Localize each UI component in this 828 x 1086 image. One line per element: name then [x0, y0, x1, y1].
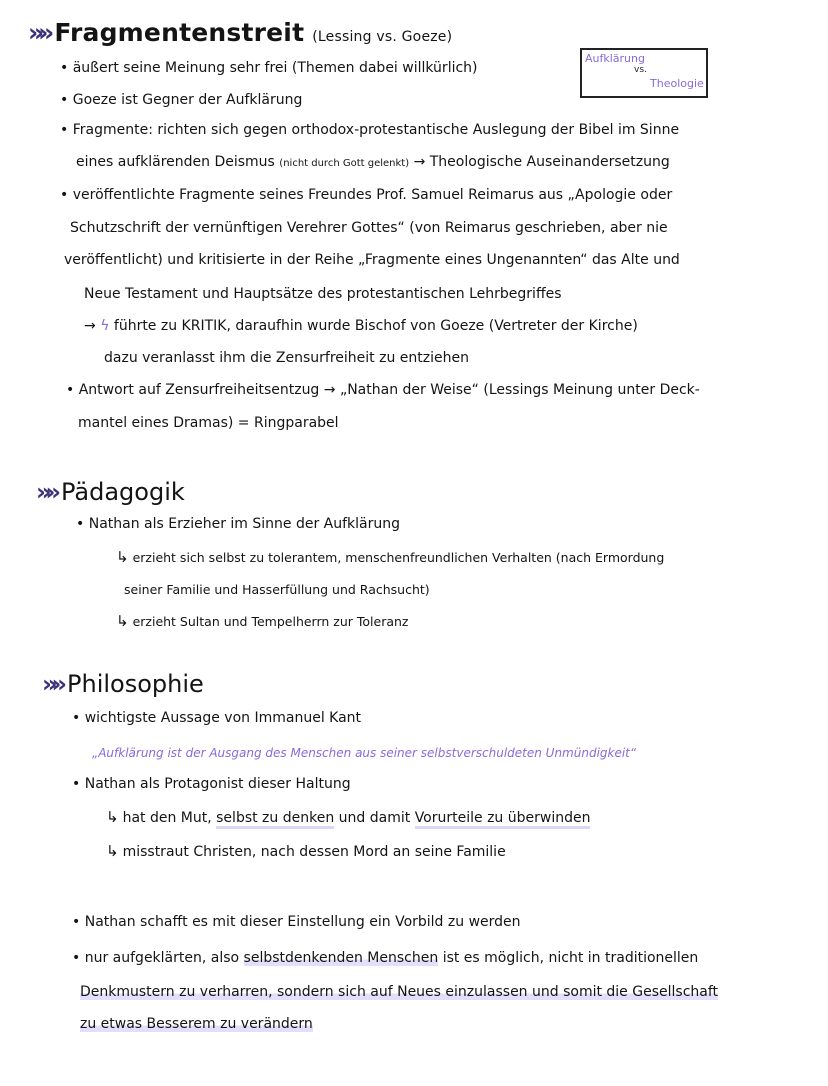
- double-chevron-icon: »»: [42, 670, 62, 698]
- heading-fragmentenstreit: [28, 18, 452, 47]
- list-item-continuation: Denkmustern zu verharren, sondern sich auf Neues einzulassen und somit die Gesellschaft: [80, 984, 719, 1000]
- list-item-continuation: mantel eines Dramas) = Ringparabel: [78, 415, 339, 431]
- heading-text: Fragmentenstreit: [54, 18, 305, 47]
- heading-text: Pädagogik: [61, 478, 185, 506]
- box-vs-label: vs.: [634, 65, 647, 75]
- list-item: • äußert seine Meinung sehr frei (Themen dabei willkürlich): [60, 60, 478, 76]
- list-item-continuation: Schutzschrift der vernünftigen Verehrer Gottes“ (von Reimarus geschrieben, aber nie: [70, 220, 668, 236]
- box-top-label: Aufklärung: [585, 52, 645, 65]
- list-item-continuation: dazu veranlasst ihm die Zensurfreiheit zu entziehen: [104, 350, 469, 366]
- sub-item-continuation: seiner Familie und Hasserfüllung und Rachsucht): [124, 582, 430, 597]
- sub-item: ↳ misstraut Christen, nach dessen Mord an seine Familie: [106, 842, 506, 860]
- hook-arrow-icon: ↳: [116, 548, 129, 566]
- list-item-arrow: → ϟ führte zu KRITIK, daraufhin wurde Bischof von Goeze (Vertreter der Kirche): [84, 318, 638, 334]
- heading-paedagogik: [36, 478, 185, 506]
- kant-quote: „Aufklärung ist der Ausgang des Menschen aus seiner selbstverschuldeten Unmündigkeit“: [92, 746, 637, 760]
- lightning-icon: ϟ: [100, 318, 110, 334]
- hook-arrow-icon: ↳: [116, 612, 129, 630]
- double-chevron-icon: »»: [36, 478, 56, 506]
- hook-arrow-icon: ↳: [106, 808, 119, 826]
- heading-subtitle: (Lessing vs. Goeze): [312, 29, 453, 45]
- list-item: • Antwort auf Zensurfreiheitsentzug → „Nathan der Weise“ (Lessings Meinung unter Deck-: [66, 382, 700, 398]
- sub-item: ↳ erzieht Sultan und Tempelherrn zur Toleranz: [116, 612, 409, 630]
- heading-philosophie: [42, 670, 204, 698]
- arrow-right-icon: →: [84, 318, 96, 334]
- list-item: • nur aufgeklärten, also selbstdenkenden Menschen ist es möglich, nicht in traditionellen: [72, 950, 699, 966]
- heading-text: Philosophie: [67, 670, 204, 698]
- list-item: • Nathan als Protagonist dieser Haltung: [72, 776, 351, 792]
- list-item: • veröffentlichte Fragmente seines Freundes Prof. Samuel Reimarus aus „Apologie oder: [60, 187, 673, 203]
- list-item-continuation: veröffentlicht) und kritisierte in der Reihe „Fragmente eines Ungenannten“ das Alte und: [64, 252, 680, 268]
- double-chevron-icon: »»: [28, 18, 49, 47]
- box-bottom-label: Theologie: [650, 77, 704, 90]
- comparison-box: [580, 48, 708, 98]
- list-item-continuation: eines aufklärenden Deismus (nicht durch Gott gelenkt) → Theologische Auseinandersetzung: [76, 154, 670, 170]
- sub-item: ↳ erzieht sich selbst zu tolerantem, menschenfreundlichen Verhalten (nach Ermordung: [116, 548, 665, 566]
- list-item-continuation: Neue Testament und Hauptsätze des protestantischen Lehrbegriffes: [84, 286, 562, 302]
- list-item-continuation: zu etwas Besserem zu verändern: [80, 1016, 313, 1032]
- hook-arrow-icon: ↳: [106, 842, 119, 860]
- list-item: • wichtigste Aussage von Immanuel Kant: [72, 710, 362, 726]
- sub-item: ↳ hat den Mut, selbst zu denken und damit Vorurteile zu überwinden: [106, 808, 590, 826]
- list-item: • Goeze ist Gegner der Aufklärung: [60, 92, 303, 108]
- list-item: • Nathan als Erzieher im Sinne der Aufklärung: [76, 516, 401, 532]
- list-item: • Fragmente: richten sich gegen orthodox-protestantische Auslegung der Bibel im Sinne: [60, 122, 680, 138]
- list-item: • Nathan schafft es mit dieser Einstellung ein Vorbild zu werden: [72, 914, 521, 930]
